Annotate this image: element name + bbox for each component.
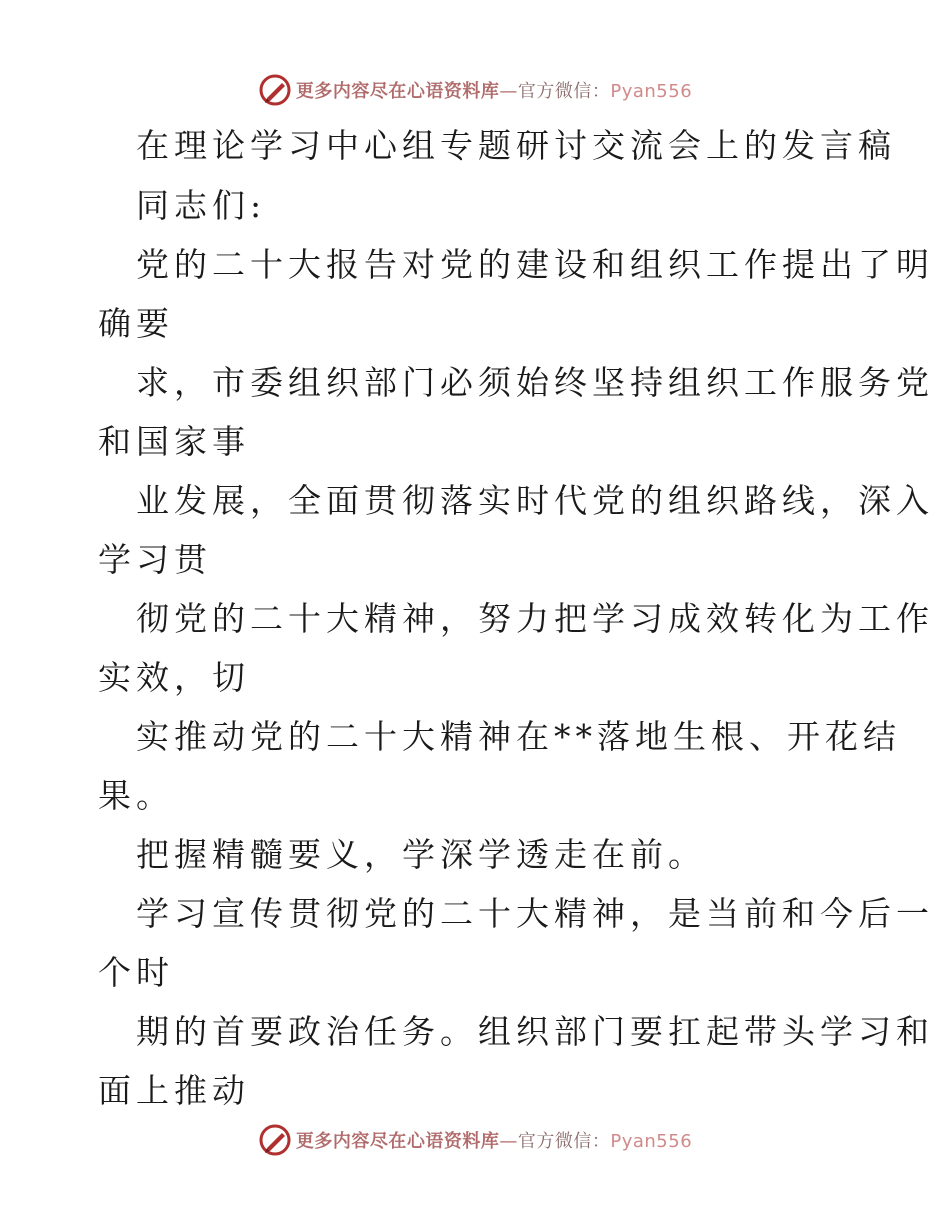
separator-dash: — [499, 81, 518, 102]
salutation: 同志们: [136, 186, 267, 225]
watermark-text [296, 1127, 692, 1153]
text-line: 业发展，全面贯彻落实时代党的组织路线，深入 [136, 481, 934, 520]
text-line: 个时 [98, 953, 174, 992]
text-line: 确要 [98, 304, 174, 343]
text-line: 果。 [98, 776, 174, 815]
text-line: 实推动党的二十大精神在**落地生根、开花结 [136, 717, 901, 756]
text-line: 面上推动 [98, 1071, 250, 1110]
wechat-label: 官方微信： [517, 1131, 611, 1152]
site-name: 更多内容尽在心语资料库 [295, 81, 500, 102]
text-line: 彻党的二十大精神，努力把学习成效转化为工作 [136, 599, 934, 638]
pen-logo-icon [258, 1123, 292, 1157]
text-line: 期的首要政治任务。组织部门要扛起带头学习和 [136, 1012, 934, 1051]
section-heading: 把握精髓要义，学深学透走在前。 [136, 835, 706, 874]
wechat-id: Pyan556 [610, 81, 693, 102]
site-name: 更多内容尽在心语资料库 [295, 1131, 500, 1152]
text-line: 和国家事 [98, 422, 250, 461]
text-line: 党的二十大报告对党的建设和组织工作提出了明 [136, 245, 934, 284]
text-line: 学习贯 [98, 540, 212, 579]
text-line: 求，市委组织部门必须始终坚持组织工作服务党 [136, 363, 934, 402]
text-line: 学习宣传贯彻党的二十大精神，是当前和今后一 [136, 894, 934, 933]
document-title: 在理论学习中心组专题研讨交流会上的发言稿 [136, 126, 896, 165]
text-line: 实效，切 [98, 658, 250, 697]
footer-watermark [0, 1120, 950, 1160]
separator-dash: — [499, 1131, 518, 1152]
wechat-id: Pyan556 [610, 1131, 693, 1152]
wechat-label: 官方微信： [517, 81, 611, 102]
